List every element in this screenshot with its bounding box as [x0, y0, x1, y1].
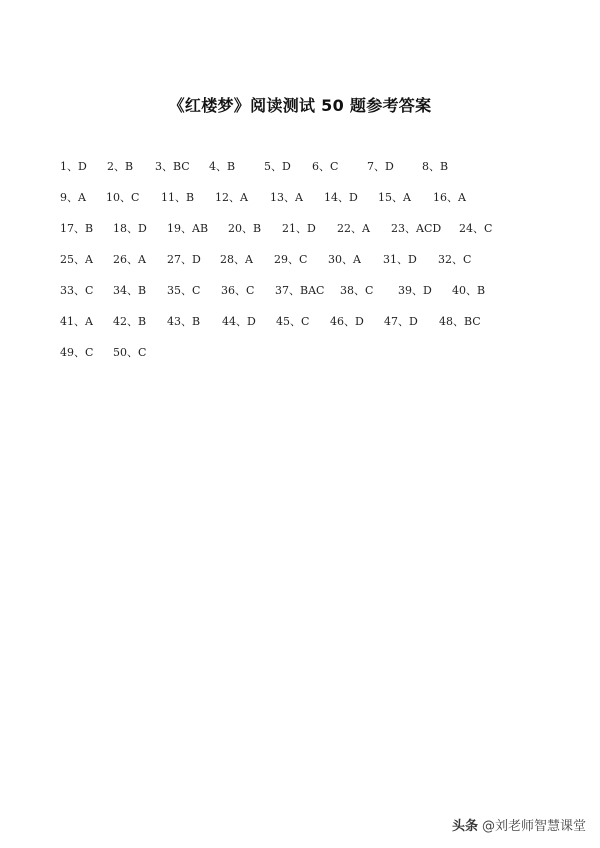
answer-item: 40、B — [452, 284, 486, 297]
answer-item: 29、C — [274, 253, 308, 266]
answer-row — [60, 313, 560, 344]
answer-item: 11、B — [161, 191, 195, 204]
answer-item: 38、C — [340, 284, 374, 297]
answer-item: 37、BAC — [275, 284, 325, 297]
source-watermark — [452, 815, 586, 834]
answer-item: 35、C — [167, 284, 201, 297]
answer-item: 46、D — [330, 315, 364, 328]
answer-row — [60, 220, 560, 251]
answer-item: 49、C — [60, 346, 94, 359]
answer-item: 4、B — [209, 160, 236, 173]
answer-item: 47、D — [384, 315, 418, 328]
answer-item: 36、C — [221, 284, 255, 297]
answer-item: 18、D — [113, 222, 147, 235]
answer-item: 34、B — [113, 284, 147, 297]
answer-item: 43、B — [167, 315, 201, 328]
answer-row — [60, 158, 560, 189]
answer-item: 25、A — [60, 253, 93, 266]
answer-item: 5、D — [264, 160, 291, 173]
answer-item: 33、C — [60, 284, 94, 297]
answer-item: 41、A — [60, 315, 93, 328]
answer-item: 30、A — [328, 253, 361, 266]
answer-item: 22、A — [337, 222, 370, 235]
answer-row — [60, 344, 560, 375]
answer-item: 23、ACD — [391, 222, 442, 235]
answer-item: 1、D — [60, 160, 87, 173]
answer-item: 12、A — [215, 191, 248, 204]
answer-item: 31、D — [383, 253, 417, 266]
answer-row — [60, 189, 560, 220]
answer-item: 24、C — [459, 222, 493, 235]
answer-item: 9、A — [60, 191, 86, 204]
answer-item: 14、D — [324, 191, 358, 204]
answer-item: 21、D — [282, 222, 316, 235]
answer-item: 32、C — [438, 253, 472, 266]
answer-item: 26、A — [113, 253, 146, 266]
answer-item: 15、A — [378, 191, 411, 204]
answer-item: 20、B — [228, 222, 262, 235]
answer-key — [60, 158, 560, 375]
answer-item: 45、C — [276, 315, 310, 328]
answer-item: 50、C — [113, 346, 147, 359]
answer-item: 2、B — [107, 160, 134, 173]
answer-item: 28、A — [220, 253, 253, 266]
answer-item: 13、A — [270, 191, 303, 204]
answer-item: 48、BC — [439, 315, 481, 328]
watermark-handle: @刘老师智慧课堂 — [481, 819, 586, 834]
answer-row — [60, 282, 560, 313]
answer-item: 39、D — [398, 284, 432, 297]
answer-item: 3、BC — [155, 160, 190, 173]
answer-item: 8、B — [422, 160, 449, 173]
answer-item: 19、AB — [167, 222, 209, 235]
answer-item: 6、C — [312, 160, 339, 173]
answer-item: 42、B — [113, 315, 147, 328]
answer-row — [60, 251, 560, 282]
answer-item: 44、D — [222, 315, 256, 328]
page-title: 《红楼梦》阅读测试 50 题参考答案 — [168, 96, 432, 115]
answer-item: 10、C — [106, 191, 140, 204]
answer-item: 7、D — [367, 160, 394, 173]
watermark-source: 头条 — [451, 819, 478, 834]
answer-item: 16、A — [433, 191, 466, 204]
answer-item: 17、B — [60, 222, 94, 235]
answer-item: 27、D — [167, 253, 201, 266]
